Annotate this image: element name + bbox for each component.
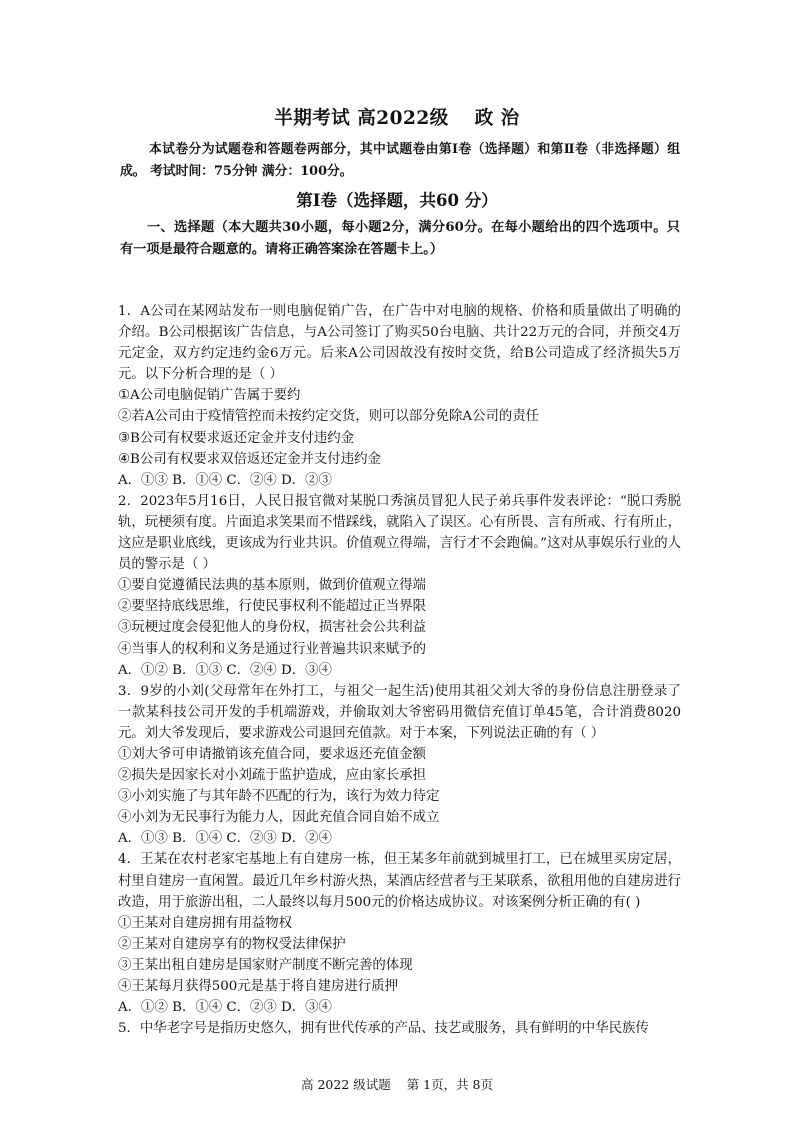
exam-title <box>0 104 794 130</box>
question-4-option: ②王某对自建房享有的物权受法律保护 <box>118 936 346 952</box>
question-1-option: ④B公司有权要求双倍返还定金并支付违约金 <box>118 451 381 467</box>
question-1-stem: 1．A公司在某网站发布一则电脑促销广告，在广告中对电脑的规格、价格和质量做出了明确的介绍。B公司根据该广告信息，与A公司签订了购买50台电脑、共计22万元的合同，并预交4万元定金，双方约定违约金6万元。后来A公司因故没有按时交货，给B公司造成了经济损失5万元。以下分析合理的是（ ） <box>118 304 681 383</box>
question-3-option: ③小刘实施了与其年龄不匹配的行为，该行为效力待定 <box>118 789 440 805</box>
question-5-stem: 5．中华老字号是指历史悠久，拥有世代传承的产品、技艺或服务，具有鲜明的中华民族传 <box>118 1021 649 1037</box>
question-3-stem: 3．9岁的小刘(父母常年在外打工，与祖父一起生活)使用其祖父刘大爷的身份信息注册登录了一款某科技公司开发的手机端游戏，并偷取刘大爷密码用微信充值订单45笔，合计消费8020元。刘大爷发现后，要求游戏公司退回充值款。对于本案，下列说法正确的有（ ） <box>118 683 681 741</box>
question-1-option: ②若A公司由于疫情管控而未按约定交货，则可以部分免除A公司的责任 <box>118 409 540 425</box>
questions-body <box>118 301 681 1039</box>
exam-title-main: 半期考试 高2022级 <box>274 108 449 129</box>
question-4-option: ①王某对自建房拥有用益物权 <box>118 915 293 931</box>
page-footer: 高 2022 级试题 第 1页，共 8页 <box>300 1077 493 1092</box>
question-2-option: ③玩梗过度会侵犯他人的身份权，损害社会公共利益 <box>118 620 426 636</box>
question-1-option: ①A公司电脑促销广告属于要约 <box>118 388 301 404</box>
question-3-answers: A．①③ B．①④ C．②③ D．②④ <box>118 831 332 847</box>
exam-intro: 本试卷分为试题卷和答题卷两部分，其中试题卷由第Ⅰ卷（选择题）和第Ⅱ卷（非选择题）组成。 考试时间：75分钟 满分：100分。 <box>120 142 680 179</box>
question-4-option: ③王某出租自建房是国家财产制度不断完善的体现 <box>118 957 413 973</box>
question-2-option: ②要坚持底线思维，行使民事权利不能超过正当界限 <box>118 599 426 615</box>
question-2-option: ④当事人的权利和义务是通过行业普遍共识来赋予的 <box>118 641 426 657</box>
question-1-option: ③B公司有权要求返还定金并支付违约金 <box>118 430 355 446</box>
question-4-answers: A．①② B．①④ C．②③ D．③④ <box>118 1000 332 1016</box>
question-2-answers: A．①② B．①③ C．②④ D．③④ <box>118 662 332 678</box>
question-4-stem: 4．王某在农村老家宅基地上有自建房一栋，但王某多年前就到城里打工，已在城里买房定居，村里自建房一直闲置。最近几年乡村游火热，某酒店经营者与王某联系，欲租用他的自建房进行改造，用于旅游出租，二人最终以每月500元的价格达成协议。对该案例分析正确的有( ) <box>118 852 681 910</box>
question-3-option: ④小刘为无民事行为能力人，因此充值合同自始不成立 <box>118 810 440 826</box>
section-instructions: 一、选择题（本大题共30小题，每小题2分，满分60分。在每小题给出的四个选项中。只有一项是最符合题意的。请将正确答案涂在答题卡上。） <box>120 220 680 257</box>
exam-subject: 政 治 <box>474 108 520 129</box>
question-2-option: ①要自觉遵循民法典的基本原则，做到价值观立得端 <box>118 578 426 594</box>
question-2-stem: 2．2023年5月16日，人民日报官微对某脱口秀演员冒犯人民子弟兵事件发表评论：“脱口秀脱轨，玩梗须有度。片面追求笑果而不惜踩线，就陷入了误区。心有所畏、言有所戒、行有所止，这应是职业底线，更该成为行业共识。价值观立得端，言行才不会跑偏。”这对从事娱乐行业的人员的警示是（ ） <box>118 493 681 573</box>
question-3-option: ①刘大爷可申请撤销该充值合同，要求返还充值金额 <box>118 746 426 762</box>
question-3-option: ②损失是因家长对小刘疏于监护造成，应由家长承担 <box>118 768 426 784</box>
question-1-answers: A．①③ B．①④ C．②④ D．②③ <box>118 472 332 488</box>
section-title: 第Ⅰ卷（选择题，共60 分） <box>296 191 498 210</box>
question-4-option: ④王某每月获得500元是基于将自建房进行质押 <box>118 979 398 994</box>
